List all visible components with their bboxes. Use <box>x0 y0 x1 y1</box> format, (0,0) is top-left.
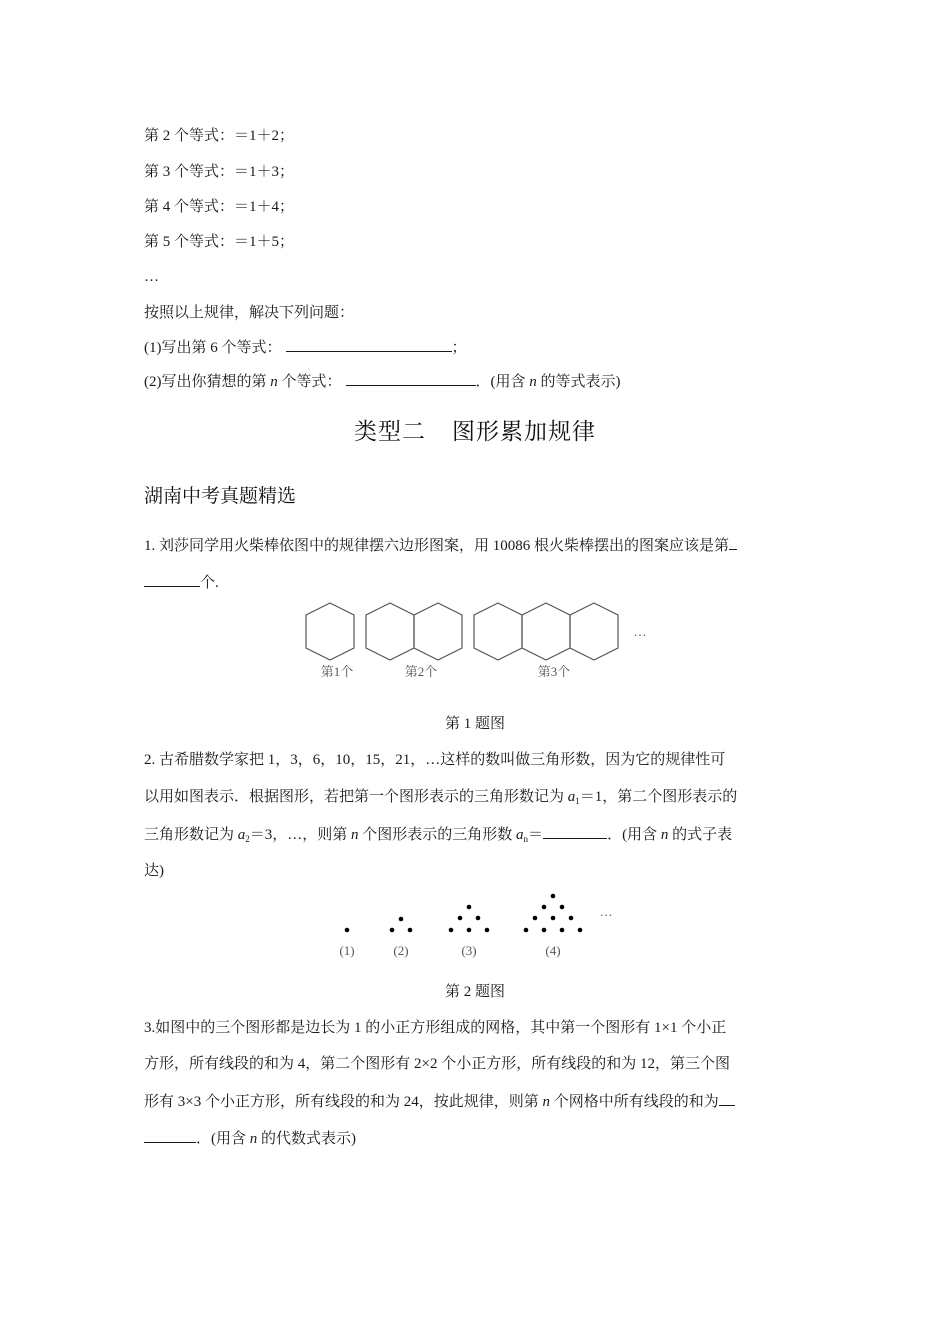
variable-n: n <box>660 827 669 843</box>
variable-a: a <box>516 827 524 843</box>
hexagon-pattern-2 <box>366 603 462 660</box>
dots-label-1: (1) <box>339 943 355 958</box>
subscript-n: n <box>523 834 529 844</box>
variable-a: a <box>567 789 576 805</box>
problem-2-line-2 <box>144 787 737 811</box>
hexagon-ellipsis: … <box>633 624 647 639</box>
title-topic: 图形累加规律 <box>452 419 596 445</box>
answer-blank-p2[interactable] <box>543 824 607 839</box>
equation-line-4: 第 4 个等式：＝1＋4； <box>144 199 295 215</box>
problem-3-text: 的代数式表示) <box>257 1131 356 1147</box>
variable-n: n <box>249 1131 258 1147</box>
problem-3-text: 形有 3×3 个小正方形，所有线段的和为 24，按此规律，则第 <box>144 1094 543 1110</box>
problem-2-text: ＝3，…，则第 <box>249 827 352 843</box>
variable-a: a <box>237 827 246 843</box>
answer-blank-p3[interactable] <box>144 1128 196 1143</box>
problem-2-line-4: 达) <box>144 863 164 879</box>
problem-2-text: 个图形表示的三角形数 <box>358 827 517 843</box>
section-heading: 湖南中考真题精选 <box>144 485 297 507</box>
hexagon-label-3: 第3个 <box>537 664 571 679</box>
problem-2-text: 以用如图表示．根据图形，若把第一个图形表示的三角形数记为 <box>144 789 568 805</box>
problem-1-text: 1. 刘莎同学用火柴棒依图中的规律摆六边形图案，用 10086 根火柴棒摆出的图案应该是第 <box>144 538 730 554</box>
problem-2-text: 的式子表 <box>668 827 733 843</box>
problem-2-text: ＝ <box>528 827 544 843</box>
figure-2-caption: 第 2 题图 <box>444 984 505 1000</box>
variable-n: n <box>529 374 537 390</box>
problem-2-line-3 <box>144 824 732 849</box>
question-2-end: 的等式表示) <box>536 374 621 390</box>
subscript-1: 1 <box>575 796 580 806</box>
dots-label-4: (4) <box>545 943 561 958</box>
hexagon-pattern-3 <box>474 603 618 660</box>
problem-1-suffix: 个. <box>200 575 219 591</box>
dots-label-2: (2) <box>393 943 409 958</box>
equation-line-5: 第 5 个等式：＝1＋5； <box>144 234 295 250</box>
question-2-suffix: ．(用含 <box>475 374 530 390</box>
title-type: 类型二 <box>354 419 426 445</box>
problem-2-text: ．(用含 <box>607 827 661 843</box>
dots-label-3: (3) <box>461 943 477 958</box>
problem-2-line-1: 2. 古希腊数学家把 1，3，6，10，15，21，…这样的数叫做三角形数，因为它的规律性可 <box>144 752 726 768</box>
instruction-text: 按照以上规律，解决下列问题： <box>144 305 355 321</box>
problem-3-text: 个网格中所有线段的和为 <box>549 1094 719 1110</box>
ellipsis-line: … <box>144 269 159 285</box>
hexagon-label-1: 第1个 <box>320 664 354 679</box>
variable-n: n <box>542 1094 550 1110</box>
hexagon-pattern-1 <box>306 603 354 660</box>
question-2-mid: 个等式： <box>277 374 342 390</box>
figure-1-caption: 第 1 题图 <box>444 716 505 732</box>
problem-3-line-2: 方形，所有线段的和为 4，第二个图形有 2×2 个小正方形，所有线段的和为 12，第三个图 <box>144 1056 730 1072</box>
equation-line-2: 第 2 个等式：＝1＋2； <box>144 128 295 144</box>
problem-2-text: 三角形数记为 <box>144 827 238 843</box>
variable-n: n <box>270 374 278 390</box>
variable-n: n <box>351 827 359 843</box>
problem-2-text: ＝1，第二个图形表示的 <box>579 789 738 805</box>
triangle-dots-figure <box>345 894 583 933</box>
problem-3-line-3 <box>144 1091 735 1112</box>
problem-3-line-1: 3.如图中的三个图形都是边长为 1 的小正方形组成的网格，其中第一个图形有 1×1 个小正 <box>144 1020 727 1036</box>
answer-blank-p3-start[interactable] <box>719 1091 735 1106</box>
question-1-suffix: ； <box>451 340 467 356</box>
subscript-2: 2 <box>245 834 250 844</box>
dots-ellipsis: … <box>599 904 613 919</box>
hexagon-label-2: 第2个 <box>404 664 438 679</box>
question-2-prefix: (2)写出你猜想的第 <box>144 374 271 390</box>
question-1-prefix: (1)写出第 6 个等式： <box>144 340 282 356</box>
problem-3-line-4 <box>144 1128 356 1149</box>
problem-3-text: ．(用含 <box>196 1131 250 1147</box>
equation-line-3: 第 3 个等式：＝1＋3； <box>144 164 295 180</box>
